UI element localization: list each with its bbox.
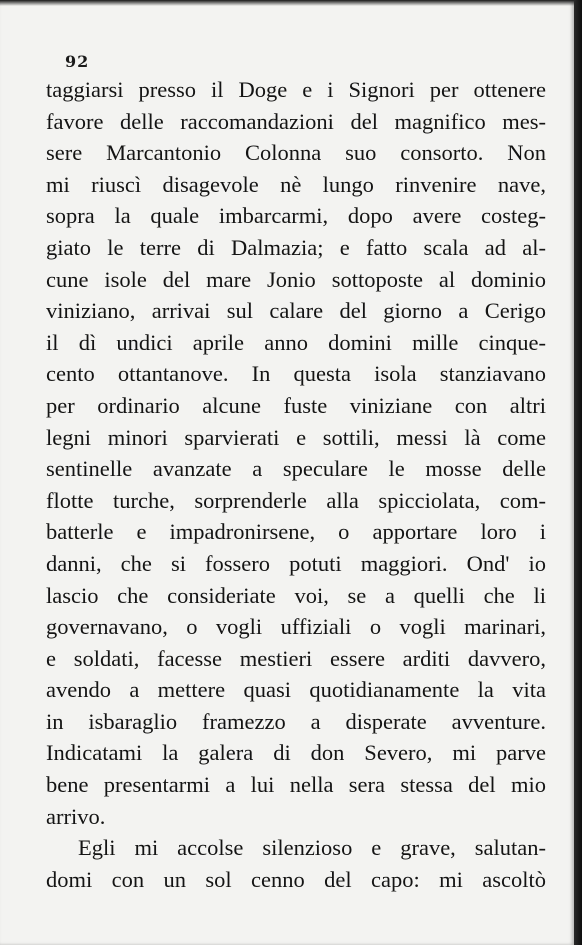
text-line: favore delle raccomandazioni del magnifico mes- <box>46 108 546 134</box>
text-line: mi riuscì disagevole nè lungo rinvenire nave, <box>46 171 546 197</box>
text-line: sentinelle avanzate a speculare le mosse delle <box>46 456 546 482</box>
text-line: il dì undici aprile anno domini mille cinque- <box>46 329 546 355</box>
text-line: in isbaraglio framezzo a disperate avventure. <box>46 708 546 734</box>
text-line: Indicatami la galera di don Severo, mi parve <box>46 740 546 766</box>
text-line: avendo a mettere quasi quotidianamente la vita <box>46 677 546 703</box>
text-line: viniziano, arrivai sul calare del giorno a Cerigo <box>46 298 546 324</box>
text-line: danni, che si fossero potuti maggiori. Ond' io <box>46 550 546 576</box>
text-line: arrivo. <box>46 803 106 829</box>
text-line: governavano, o vogli uffiziali o vogli marinari, <box>46 614 546 640</box>
text-line: e soldati, facesse mestieri essere arditi davvero, <box>46 645 546 671</box>
text-line: per ordinario alcune fuste viniziane con altri <box>46 392 546 418</box>
text-line: legni minori sparvierati e sottili, messi là come <box>46 424 546 450</box>
text-line: giato le terre di Dalmazia; e fatto scala ad al- <box>46 234 546 260</box>
text-line: flotte turche, sorprenderle alla spicciolata, com- <box>46 487 546 513</box>
text-line: sopra la quale imbarcarmi, dopo avere costeg- <box>46 203 546 229</box>
text-line: domi con un sol cenno del capo: mi ascoltò <box>46 866 546 892</box>
text-line: bene presentarmi a lui nella sera stessa del mio <box>46 772 546 798</box>
page-number: 92 <box>65 52 90 71</box>
book-gutter-edge <box>574 0 582 945</box>
text-line: cento ottantanove. In questa isola stanziavano <box>46 361 546 387</box>
text-line: Egli mi accolse silenzioso e grave, salutan- <box>78 835 546 861</box>
text-line: lascio che consideriate voi, se a quelli che li <box>46 582 546 608</box>
text-line: batterle e impadronirsene, o apportare loro i <box>46 519 546 545</box>
page-body-text <box>46 74 546 895</box>
text-line: taggiarsi presso il Doge e i Signori per ottenere <box>46 77 546 102</box>
text-line: sere Marcantonio Colonna suo consorto. Non <box>46 140 546 166</box>
page-top-shadow <box>0 0 574 6</box>
text-line: cune isole del mare Jonio sottoposte al dominio <box>46 266 546 292</box>
